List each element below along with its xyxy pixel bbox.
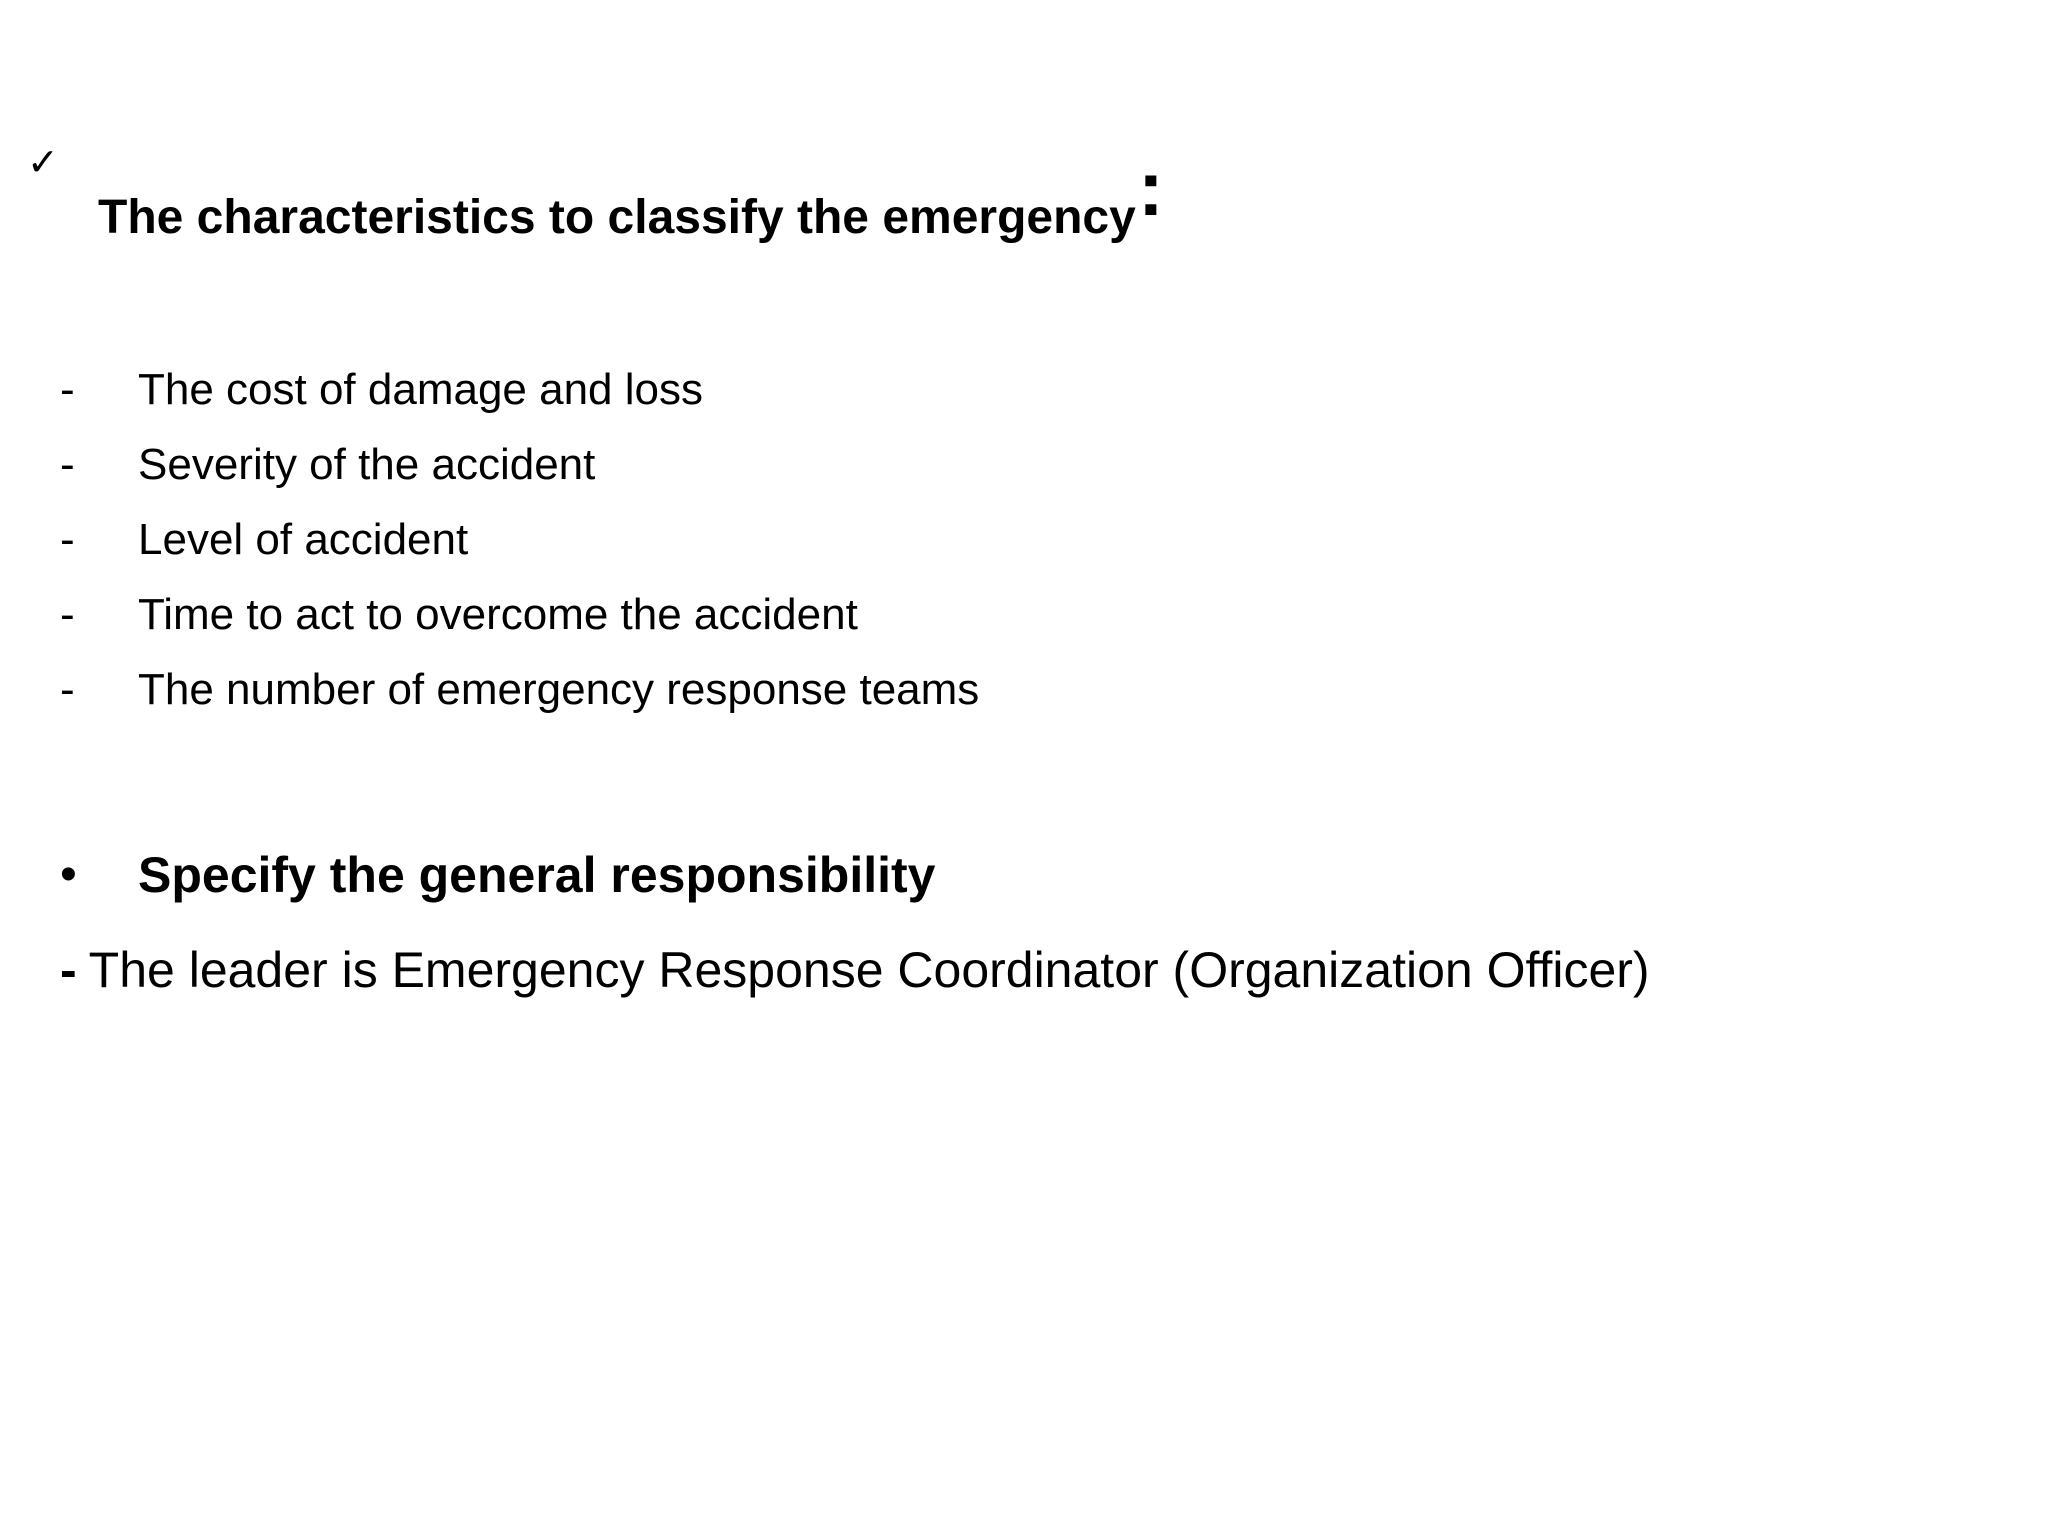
list-item-text: Level of accident [138,515,469,564]
leader-text: The leader is Emergency Response Coordinator (Organization Officer) [88,942,1650,998]
leader-line [60,935,1650,1005]
bullet-marker: • [60,848,77,901]
list-item-text: Time to act to overcome the accident [138,590,858,639]
list-item [0,585,1900,645]
dash-marker: - [60,440,75,489]
responsibility-title: Specify the general responsibility [138,847,936,903]
list-item [0,510,1900,570]
heading-text: The characteristics to classify the emergency [98,191,1136,244]
dash-marker: - [60,365,75,414]
list-item-text: The number of emergency response teams [138,665,980,714]
section-heading [98,144,1164,254]
dash-marker: - [60,590,75,639]
dash-marker: - [60,942,77,998]
check-icon: ✓ [27,140,59,184]
list-item [0,660,1900,720]
list-item [0,435,1900,495]
heading-colon: : [1137,144,1164,232]
dash-marker: - [60,665,75,714]
dash-marker: - [60,515,75,564]
list-item-text: The cost of damage and loss [138,365,703,414]
responsibility-section [0,840,1900,910]
list-item [0,360,1900,420]
list-item-text: Severity of the accident [138,440,596,489]
